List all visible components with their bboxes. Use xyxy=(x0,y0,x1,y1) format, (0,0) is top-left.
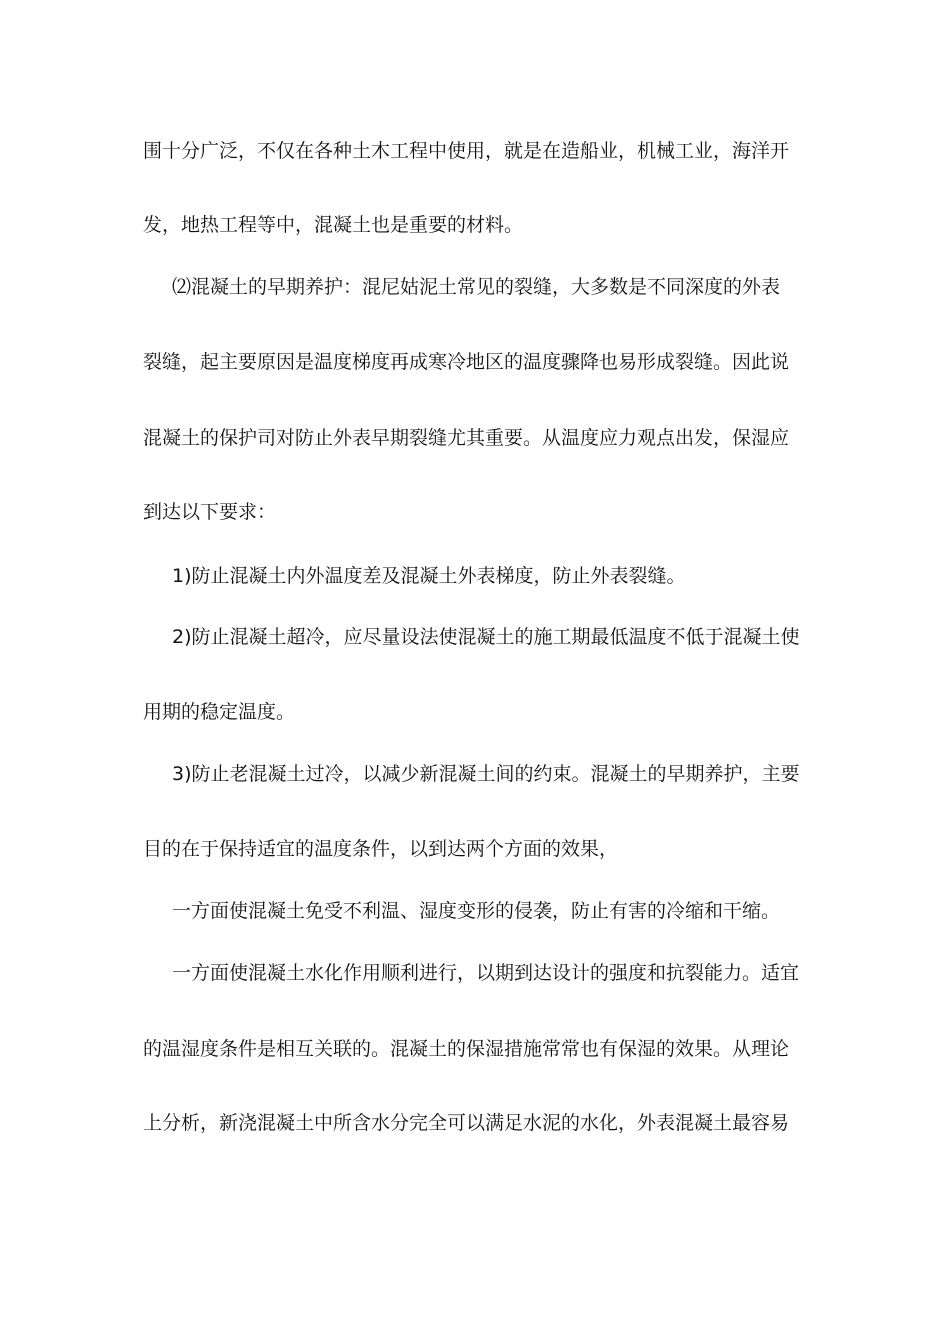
text-line-15: 上分析，新浇混凝土中所含水分完全可以满足水泥的水化，外表混凝土最容易 xyxy=(143,1112,790,1134)
text-line-2: 发，地热工程等中，混凝土也是重要的材料。 xyxy=(143,214,524,236)
text-line-7: 1)防止混凝土内外温度差及混凝土外表梯度，防止外表裂缝。 xyxy=(172,565,686,587)
text-line-9: 用期的稳定温度。 xyxy=(143,701,296,723)
text-line-5: 混凝土的保护司对防止外表早期裂缝尤其重要。从温度应力观点出发，保湿应 xyxy=(143,427,790,449)
text-line-10: 3)防止老混凝土过冷，以减少新混凝土间的约束。混凝土的早期养护，主要 xyxy=(172,763,800,785)
text-line-14: 的温湿度条件是相互关联的。混凝土的保湿措施常常也有保湿的效果。从理论 xyxy=(143,1038,790,1060)
text-line-3: ⑵混凝土的早期养护：混尼姑泥土常见的裂缝，大多数是不同深度的外表 xyxy=(172,276,781,298)
text-line-13: 一方面使混凝土水化作用顺利进行，以期到达设计的强度和抗裂能力。适宜 xyxy=(172,962,800,984)
text-line-12: 一方面使混凝土免受不利温、湿度变形的侵袭，防止有害的冷缩和干缩。 xyxy=(172,900,781,922)
text-line-1: 围十分广泛，不仅在各种土木工程中使用，就是在造船业，机械工业，海洋开 xyxy=(143,140,790,162)
text-line-4: 裂缝，起主要原因是温度梯度再成寒冷地区的温度骤降也易形成裂缝。因此说 xyxy=(143,351,790,373)
text-line-8: 2)防止混凝土超冷，应尽量设法使混凝土的施工期最低温度不低于混凝土使 xyxy=(172,626,800,648)
text-line-11: 目的在于保持适宜的温度条件，以到达两个方面的效果， xyxy=(143,838,619,860)
text-line-6: 到达以下要求： xyxy=(143,501,277,523)
